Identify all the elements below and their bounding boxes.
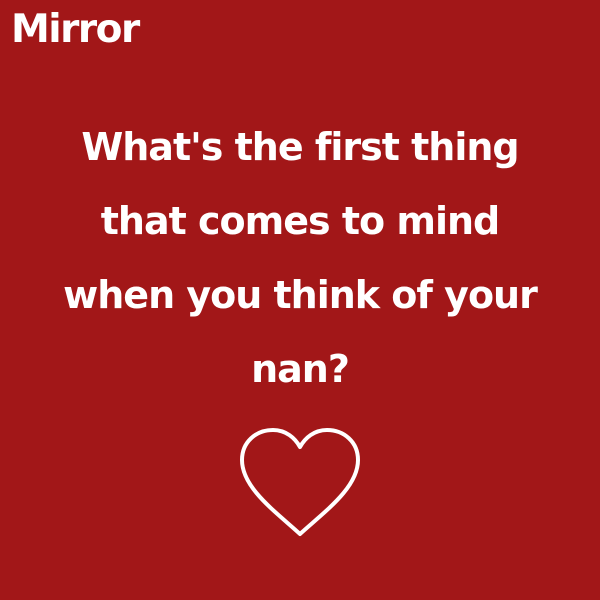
mirror-logo: Mirror [11, 7, 139, 52]
post-question: What's the first thing that comes to mind when you think of your nan? [63, 125, 537, 391]
heart-icon [236, 426, 364, 542]
